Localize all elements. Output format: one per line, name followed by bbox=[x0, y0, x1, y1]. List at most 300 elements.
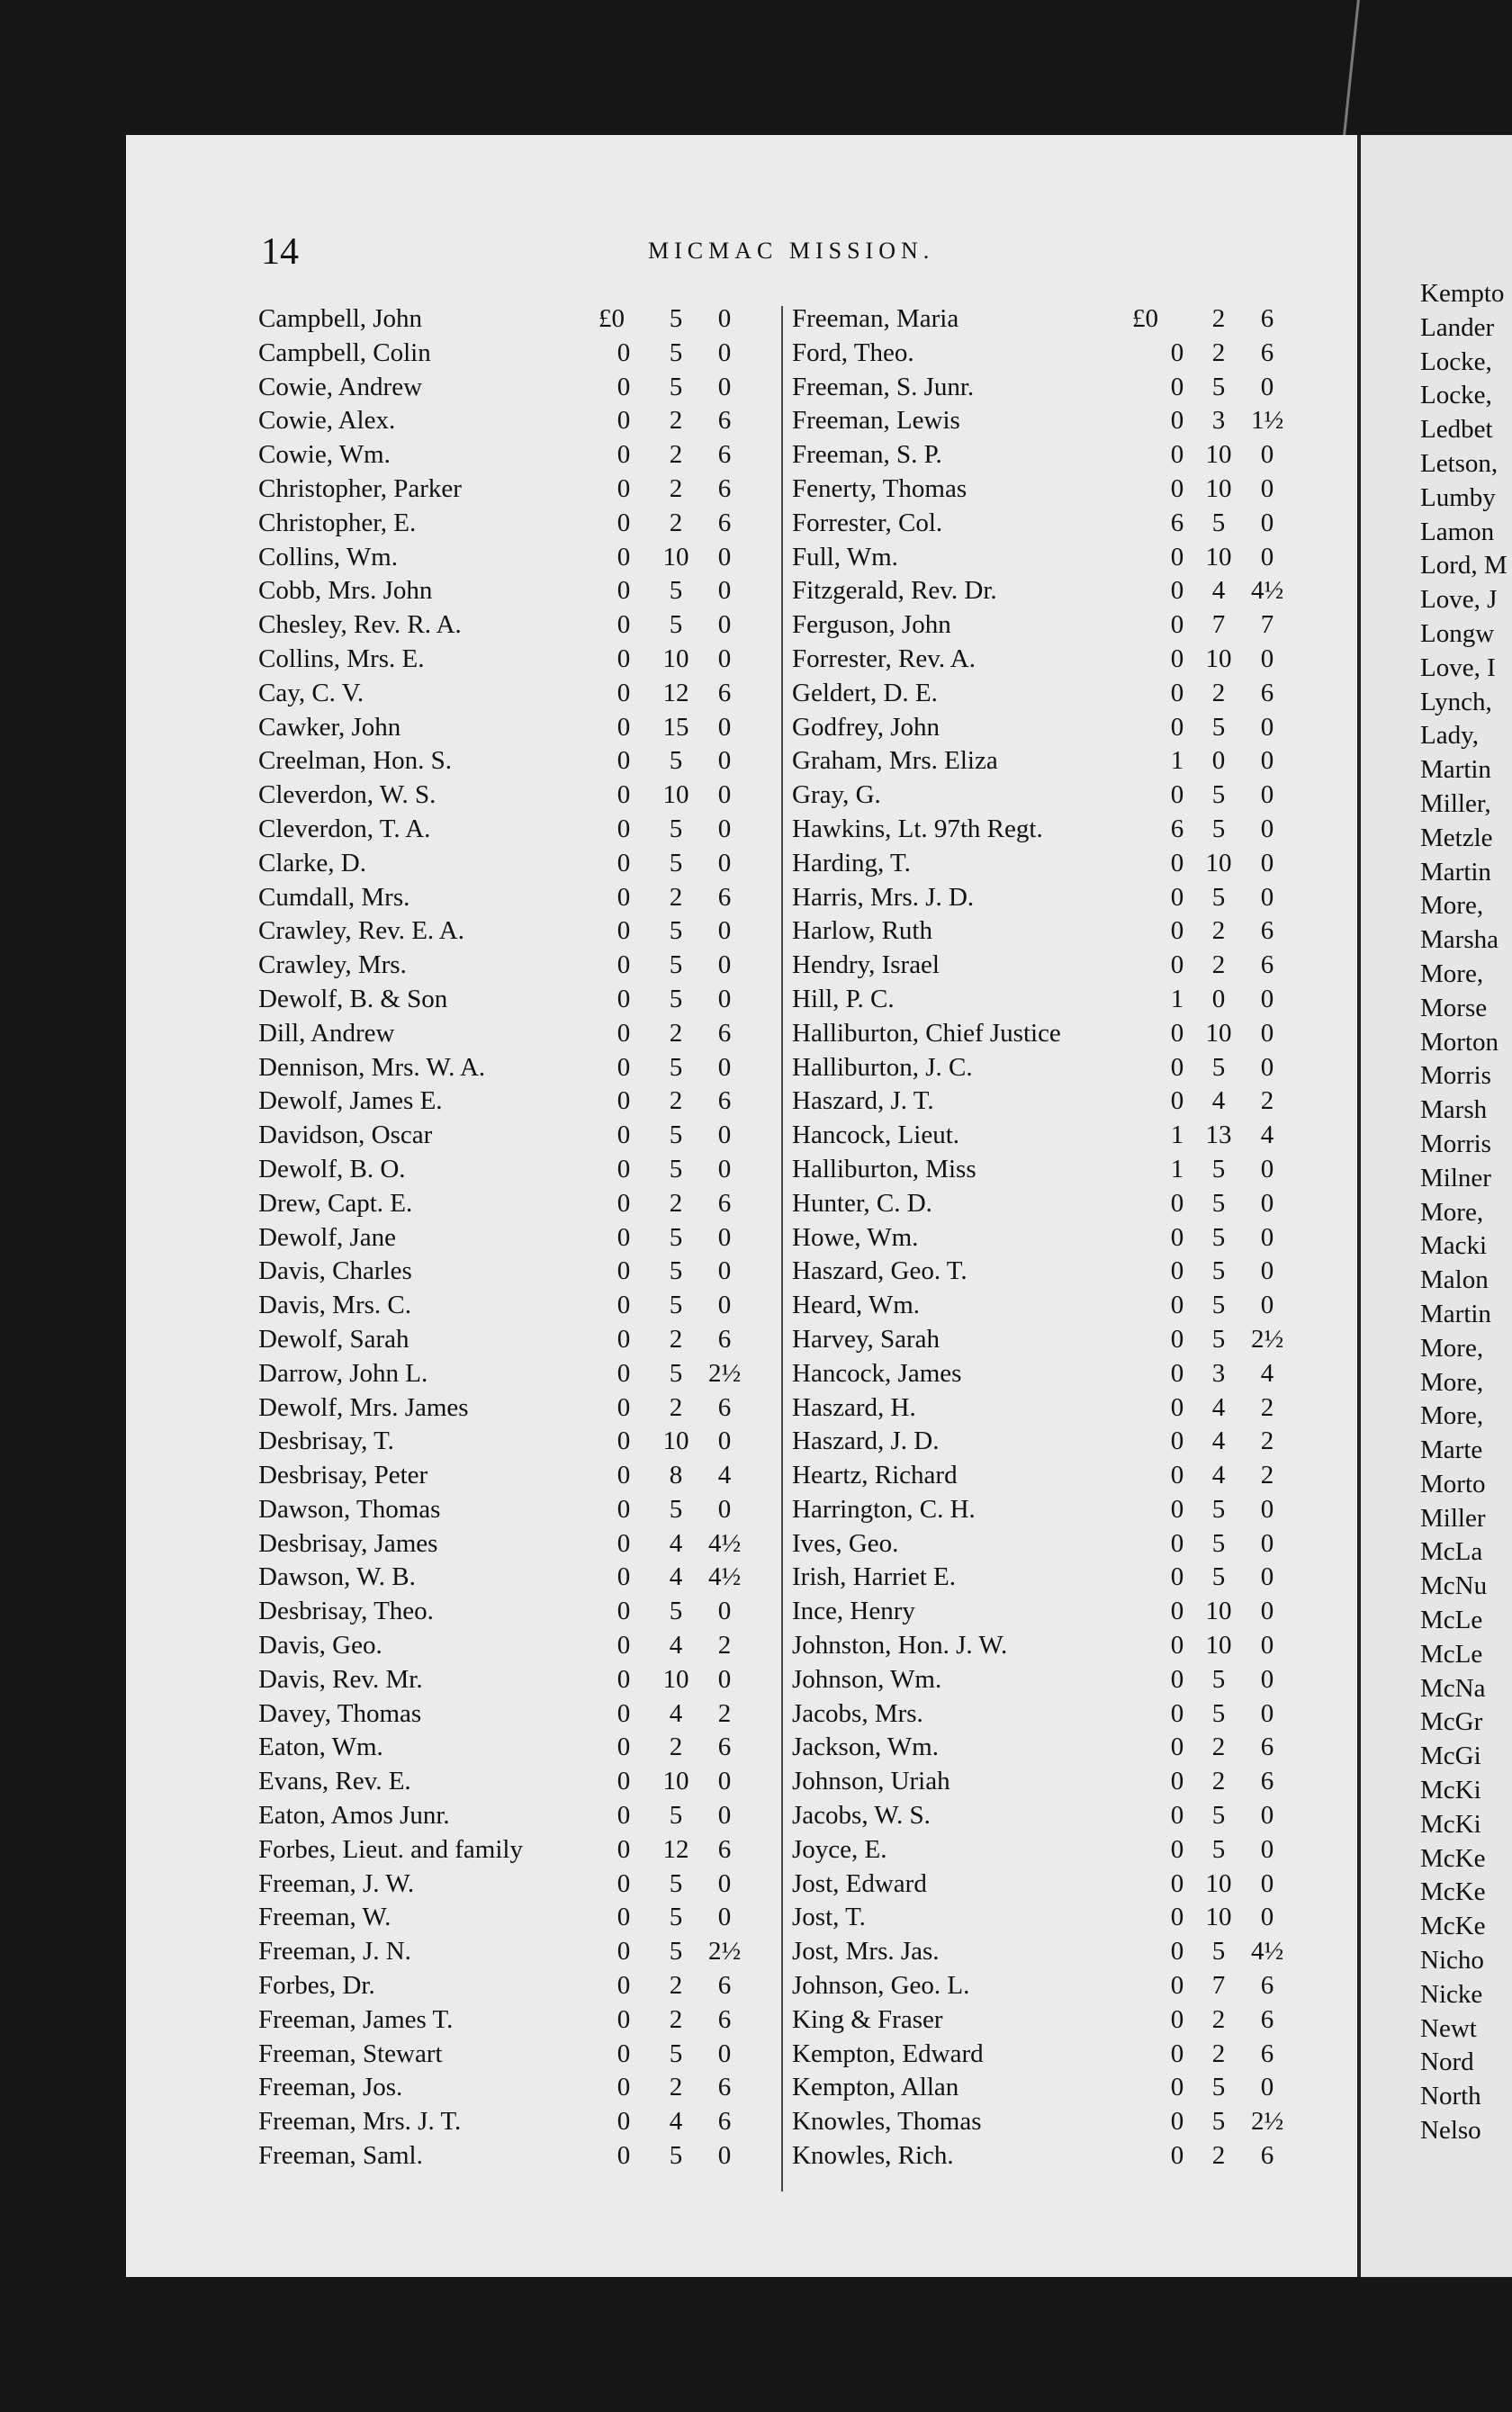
amount-pence: 0 bbox=[1260, 848, 1274, 878]
amount-shillings: 5 bbox=[1211, 1664, 1226, 1694]
list-item bbox=[1420, 518, 1512, 552]
amount-pence: 0 bbox=[1260, 1562, 1274, 1592]
amount-shillings: 5 bbox=[669, 1801, 683, 1831]
amount-pounds: 0 bbox=[1170, 1222, 1184, 1252]
list-item bbox=[1420, 1095, 1512, 1130]
amount-shillings: 5 bbox=[1211, 1324, 1226, 1354]
subscriber-name: Ford, Theo. bbox=[792, 338, 914, 367]
amount-pence: 0 bbox=[717, 1222, 732, 1252]
amount-pence: 1½ bbox=[1251, 406, 1284, 436]
amount-shillings: 7 bbox=[1211, 1971, 1226, 2001]
subscriber-name-fragment: Morto bbox=[1420, 1469, 1486, 1498]
amount-pence: 0 bbox=[717, 1903, 732, 1932]
subscriber-name: Cobb, Mrs. John bbox=[258, 576, 433, 606]
amount-pounds: 0 bbox=[616, 814, 631, 843]
list-item bbox=[1420, 1231, 1512, 1265]
subscriber-name: Haszard, Geo. T. bbox=[792, 1256, 968, 1286]
list-item bbox=[258, 1665, 762, 1699]
subscriber-name-fragment: More, bbox=[1420, 1333, 1484, 1363]
subscriber-name: Forrester, Col. bbox=[792, 508, 943, 537]
subscriber-name: Freeman, Lewis bbox=[792, 406, 960, 436]
amount-pence: 6 bbox=[1260, 2004, 1274, 2034]
amount-pounds: 0 bbox=[616, 848, 631, 878]
amount-shillings: 5 bbox=[1211, 1291, 1226, 1320]
list-item bbox=[1420, 1776, 1512, 1810]
subscriber-name: Cleverdon, T. A. bbox=[258, 814, 431, 843]
amount-shillings: 5 bbox=[669, 1597, 683, 1626]
amount-shillings: 2 bbox=[669, 508, 683, 537]
amount-shillings: 10 bbox=[662, 542, 689, 572]
amount-pence: 0 bbox=[1260, 780, 1274, 810]
list-item bbox=[792, 780, 1287, 814]
list-item bbox=[258, 1019, 762, 1053]
subscriber-name-fragment: Marte bbox=[1420, 1436, 1483, 1465]
amount-pence: 0 bbox=[1260, 1494, 1274, 1524]
subscriber-name: Freeman, Stewart bbox=[258, 2038, 443, 2068]
list-item bbox=[792, 2039, 1287, 2074]
amount-pence: 4 bbox=[1260, 1120, 1274, 1150]
list-item bbox=[1420, 1436, 1512, 1470]
subscriber-name: Knowles, Rich. bbox=[792, 2141, 954, 2171]
subscriber-name: Dewolf, B. & Son bbox=[258, 984, 448, 1013]
amount-pence: 2 bbox=[1260, 1461, 1274, 1490]
amount-pence: 0 bbox=[1260, 1222, 1274, 1252]
amount-shillings: 5 bbox=[669, 372, 683, 401]
amount-shillings: 2 bbox=[669, 1018, 683, 1048]
subscriber-name: Heard, Wm. bbox=[792, 1291, 920, 1320]
amount-pence: 0 bbox=[717, 372, 732, 401]
subscriber-name: Jacobs, Mrs. bbox=[792, 1698, 923, 1728]
subscriber-name: Johnson, Wm. bbox=[792, 1664, 942, 1694]
subscriber-name-fragment: Locke, bbox=[1420, 381, 1492, 410]
list-item bbox=[1420, 2116, 1512, 2150]
subscriber-name: King & Fraser bbox=[792, 2004, 943, 2034]
list-item bbox=[1420, 1606, 1512, 1640]
amount-pounds: 0 bbox=[1170, 338, 1184, 367]
subscriber-name: Dewolf, Mrs. James bbox=[258, 1392, 469, 1422]
amount-shillings: 2 bbox=[1211, 2004, 1226, 2034]
amount-shillings: 10 bbox=[1205, 1868, 1232, 1898]
amount-pence: 0 bbox=[717, 542, 732, 572]
amount-shillings: 4 bbox=[1211, 1086, 1226, 1116]
amount-shillings: 3 bbox=[1211, 1358, 1226, 1388]
list-item bbox=[258, 849, 762, 883]
amount-pounds: 0 bbox=[1170, 848, 1184, 878]
subscriber-name: Dawson, Thomas bbox=[258, 1494, 441, 1524]
subscriber-name: Freeman, Maria bbox=[792, 304, 959, 333]
amount-pence: 0 bbox=[1260, 1597, 1274, 1626]
page-fold-shadow bbox=[1343, 0, 1360, 135]
amount-pence: 0 bbox=[1260, 1903, 1274, 1932]
amount-shillings: 0 bbox=[1211, 746, 1226, 776]
amount-shillings: 2 bbox=[1211, 916, 1226, 946]
subscriber-name: Hancock, James bbox=[792, 1358, 962, 1388]
amount-pounds: 0 bbox=[1170, 1698, 1184, 1728]
amount-pounds: 0 bbox=[616, 780, 631, 810]
amount-shillings: 5 bbox=[1211, 1052, 1226, 1082]
subscriber-name-fragment: McKe bbox=[1420, 1843, 1486, 1873]
amount-pounds: 0 bbox=[616, 644, 631, 673]
subscriber-name: Freeman, Jos. bbox=[258, 2073, 403, 2102]
amount-pence: 6 bbox=[1260, 1767, 1274, 1796]
subscriber-name: Haszard, J. D. bbox=[792, 1426, 940, 1456]
amount-pounds: 0 bbox=[616, 440, 631, 470]
amount-pence: 0 bbox=[717, 2141, 732, 2171]
list-item bbox=[792, 1291, 1287, 1325]
amount-pence: 6 bbox=[717, 1324, 732, 1354]
list-item bbox=[1420, 1504, 1512, 1538]
subscriber-name: Dawson, W. B. bbox=[258, 1562, 416, 1592]
amount-pounds: 0 bbox=[1170, 2073, 1184, 2102]
subscriber-name: Darrow, John L. bbox=[258, 1358, 428, 1388]
subscriber-name-fragment: Martin bbox=[1420, 755, 1491, 785]
amount-pounds: 1 bbox=[1170, 1120, 1184, 1150]
amount-pounds: 0 bbox=[616, 746, 631, 776]
subscriber-name-fragment: Nicke bbox=[1420, 1979, 1483, 2009]
amount-shillings: 2 bbox=[669, 406, 683, 436]
amount-pounds: 0 bbox=[616, 1971, 631, 2001]
amount-pence: 0 bbox=[1260, 746, 1274, 776]
amount-pence: 0 bbox=[1260, 1801, 1274, 1831]
amount-pounds: 0 bbox=[616, 1120, 631, 1150]
amount-pence: 6 bbox=[717, 1732, 732, 1762]
subscriber-name: Dewolf, James E. bbox=[258, 1086, 443, 1116]
amount-pence: 0 bbox=[717, 1767, 732, 1796]
list-item bbox=[258, 1495, 762, 1529]
amount-shillings: 5 bbox=[669, 610, 683, 640]
subscriber-name-fragment: Lamon bbox=[1420, 517, 1495, 546]
amount-shillings: 10 bbox=[1205, 1903, 1232, 1932]
subscriber-name: Hunter, C. D. bbox=[792, 1188, 932, 1218]
amount-pounds: 0 bbox=[1170, 440, 1184, 470]
amount-pence: 0 bbox=[717, 576, 732, 606]
list-item bbox=[258, 338, 762, 373]
amount-pence: 6 bbox=[717, 2004, 732, 2034]
list-item bbox=[792, 1155, 1287, 1189]
list-item bbox=[258, 1393, 762, 1427]
subscriber-name-fragment: More, bbox=[1420, 891, 1484, 921]
amount-pounds: 0 bbox=[1170, 1834, 1184, 1864]
amount-shillings: 5 bbox=[1211, 1154, 1226, 1184]
subscriber-name-fragment: McKi bbox=[1420, 1776, 1481, 1805]
list-item bbox=[1420, 891, 1512, 925]
list-item bbox=[1420, 381, 1512, 415]
subscriber-name: Freeman, W. bbox=[258, 1903, 392, 1932]
amount-pounds: 0 bbox=[1170, 1052, 1184, 1082]
subscriber-list-left bbox=[258, 304, 762, 2175]
subscriber-name-fragment: Love, J bbox=[1420, 585, 1498, 615]
amount-shillings: 2 bbox=[669, 473, 683, 503]
amount-pounds: 0 bbox=[616, 1324, 631, 1354]
amount-pounds: 0 bbox=[616, 1767, 631, 1796]
subscriber-name: Dewolf, Jane bbox=[258, 1222, 397, 1252]
amount-pounds: 0 bbox=[616, 678, 631, 707]
subscriber-name-fragment: Ledbet bbox=[1420, 415, 1493, 445]
amount-pence: 0 bbox=[1260, 1664, 1274, 1694]
list-item bbox=[792, 338, 1287, 373]
subscriber-name: Graham, Mrs. Eliza bbox=[792, 746, 998, 776]
list-item bbox=[258, 713, 762, 747]
list-item bbox=[1420, 1300, 1512, 1334]
subscriber-name: Cay, C. V. bbox=[258, 678, 364, 707]
amount-pence: 0 bbox=[1260, 1528, 1274, 1558]
subscriber-name: Harding, T. bbox=[792, 848, 911, 878]
list-item bbox=[792, 883, 1287, 917]
subscriber-name: Chesley, Rev. R. A. bbox=[258, 610, 462, 640]
list-item bbox=[792, 440, 1287, 474]
amount-pounds: 0 bbox=[1170, 1903, 1184, 1932]
amount-pounds: 0 bbox=[616, 610, 631, 640]
amount-pence: 2½ bbox=[1251, 2107, 1284, 2137]
amount-pounds: 0 bbox=[1170, 1732, 1184, 1762]
list-item bbox=[258, 1155, 762, 1189]
subscriber-name-fragment: More, bbox=[1420, 1367, 1484, 1397]
amount-shillings: 5 bbox=[669, 1868, 683, 1898]
amount-pence: 0 bbox=[1260, 882, 1274, 912]
amount-pence: 0 bbox=[1260, 2073, 1274, 2102]
amount-shillings: 10 bbox=[1205, 848, 1232, 878]
list-item bbox=[1420, 1368, 1512, 1402]
amount-shillings: 2 bbox=[1211, 2141, 1226, 2171]
amount-pence: 2 bbox=[717, 1698, 732, 1728]
amount-shillings: 10 bbox=[1205, 542, 1232, 572]
list-item bbox=[258, 2073, 762, 2107]
list-item bbox=[1420, 1537, 1512, 1571]
amount-shillings: 10 bbox=[1205, 1018, 1232, 1048]
subscriber-name: Davidson, Oscar bbox=[258, 1120, 433, 1150]
subscriber-name: Desbrisay, T. bbox=[258, 1426, 394, 1456]
amount-pence: 6 bbox=[717, 678, 732, 707]
amount-pence: 0 bbox=[1260, 473, 1274, 503]
subscriber-name: Gray, G. bbox=[792, 780, 881, 810]
list-item bbox=[258, 1189, 762, 1223]
amount-shillings: 5 bbox=[669, 1291, 683, 1320]
amount-pounds: 0 bbox=[1170, 1868, 1184, 1898]
amount-shillings: 5 bbox=[1211, 1528, 1226, 1558]
amount-shillings: 5 bbox=[669, 2038, 683, 2068]
amount-pounds: 6 bbox=[1170, 814, 1184, 843]
subscriber-name-fragment: Newt bbox=[1420, 2013, 1477, 2043]
list-item bbox=[258, 1835, 762, 1869]
amount-pounds: 0 bbox=[616, 712, 631, 742]
amount-shillings: 2 bbox=[1211, 304, 1226, 333]
subscriber-name: Halliburton, Miss bbox=[792, 1154, 976, 1184]
amount-shillings: 5 bbox=[669, 1937, 683, 1966]
amount-pence: 0 bbox=[717, 1291, 732, 1320]
amount-shillings: 5 bbox=[1211, 2073, 1226, 2102]
list-item bbox=[258, 1256, 762, 1291]
amount-pence: 2½ bbox=[708, 1358, 742, 1388]
list-item bbox=[1420, 858, 1512, 892]
list-item bbox=[258, 1699, 762, 1733]
amount-pounds: 0 bbox=[1170, 406, 1184, 436]
amount-pounds: 0 bbox=[1170, 2004, 1184, 2034]
amount-pence: 0 bbox=[717, 304, 732, 333]
list-item bbox=[258, 950, 762, 985]
amount-pounds: 0 bbox=[1170, 1324, 1184, 1354]
amount-pounds: 0 bbox=[1170, 712, 1184, 742]
amount-shillings: 5 bbox=[1211, 1188, 1226, 1218]
subscriber-name-fragment: Malon bbox=[1420, 1265, 1489, 1295]
amount-shillings: 5 bbox=[1211, 508, 1226, 537]
list-item bbox=[1420, 551, 1512, 585]
amount-shillings: 2 bbox=[669, 1392, 683, 1422]
subscriber-name-fragment: Milner bbox=[1420, 1163, 1491, 1192]
amount-shillings: 4 bbox=[669, 1562, 683, 1592]
amount-pounds: 0 bbox=[616, 2141, 631, 2171]
amount-shillings: 15 bbox=[662, 712, 689, 742]
subscriber-list-right-fragment bbox=[1420, 279, 1512, 2150]
amount-pence: 6 bbox=[717, 1834, 732, 1864]
amount-pounds: 0 bbox=[616, 984, 631, 1013]
amount-pounds: 0 bbox=[1170, 1971, 1184, 2001]
subscriber-name: Johnson, Geo. L. bbox=[792, 1971, 970, 2001]
amount-shillings: 10 bbox=[1205, 1597, 1232, 1626]
amount-pence: 0 bbox=[717, 1426, 732, 1456]
list-item bbox=[258, 1325, 762, 1359]
amount-shillings: 10 bbox=[662, 1426, 689, 1456]
subscriber-name-fragment: Morse bbox=[1420, 993, 1488, 1022]
list-item bbox=[792, 1562, 1287, 1597]
amount-pence: 0 bbox=[717, 610, 732, 640]
list-item bbox=[1420, 1265, 1512, 1300]
amount-pence: 0 bbox=[717, 1154, 732, 1184]
subscriber-name-fragment: Nelso bbox=[1420, 2116, 1481, 2146]
amount-shillings: 5 bbox=[1211, 1937, 1226, 1966]
amount-shillings: 2 bbox=[669, 2073, 683, 2102]
subscriber-name: Hancock, Lieut. bbox=[792, 1120, 960, 1150]
amount-pence: 2½ bbox=[708, 1937, 742, 1966]
amount-pence: 6 bbox=[1260, 338, 1274, 367]
list-item bbox=[1420, 1061, 1512, 1095]
amount-pounds: 0 bbox=[616, 1528, 631, 1558]
amount-pence: 0 bbox=[717, 2038, 732, 2068]
list-item bbox=[258, 508, 762, 543]
amount-pounds: 0 bbox=[616, 1562, 631, 1592]
subscriber-name-fragment: Marsh bbox=[1420, 1095, 1488, 1125]
amount-pence: 0 bbox=[717, 338, 732, 367]
list-item bbox=[792, 814, 1287, 849]
subscriber-name-fragment: Locke, bbox=[1420, 346, 1492, 376]
subscriber-name: Eaton, Amos Junr. bbox=[258, 1801, 450, 1831]
subscriber-name: Forrester, Rev. A. bbox=[792, 644, 976, 673]
list-item bbox=[1420, 1571, 1512, 1606]
subscriber-name-fragment: Lander bbox=[1420, 312, 1495, 342]
amount-pence: 6 bbox=[717, 2107, 732, 2137]
amount-pounds: 0 bbox=[616, 1903, 631, 1932]
list-item bbox=[792, 1426, 1287, 1461]
subscriber-name: Cleverdon, W. S. bbox=[258, 780, 436, 810]
amount-pounds: 0 bbox=[1170, 1528, 1184, 1558]
amount-pounds: 0 bbox=[616, 372, 631, 401]
subscriber-name: Davis, Geo. bbox=[258, 1631, 382, 1660]
subscriber-name: Fenerty, Thomas bbox=[792, 473, 968, 503]
list-item bbox=[792, 1529, 1287, 1563]
list-item bbox=[258, 1869, 762, 1904]
list-item bbox=[792, 1325, 1287, 1359]
amount-shillings: 2 bbox=[1211, 2038, 1226, 2068]
list-item bbox=[258, 883, 762, 917]
amount-shillings: 5 bbox=[669, 1120, 683, 1150]
list-item bbox=[792, 508, 1287, 543]
list-item bbox=[258, 1767, 762, 1801]
amount-pence: 0 bbox=[717, 984, 732, 1013]
subscriber-name: Christopher, E. bbox=[258, 508, 417, 537]
subscriber-name: Jackson, Wm. bbox=[792, 1732, 939, 1762]
list-item bbox=[792, 1086, 1287, 1120]
amount-shillings: 4 bbox=[669, 1528, 683, 1558]
page-header bbox=[0, 230, 1512, 273]
list-item bbox=[792, 2141, 1287, 2175]
amount-shillings: 5 bbox=[669, 1494, 683, 1524]
subscriber-name: Freeman, S. P. bbox=[792, 440, 942, 470]
list-item bbox=[258, 2107, 762, 2141]
amount-pence: 6 bbox=[717, 406, 732, 436]
list-item bbox=[1420, 925, 1512, 959]
amount-shillings: 4 bbox=[669, 1631, 683, 1660]
amount-pence: 0 bbox=[1260, 508, 1274, 537]
amount-pence: 0 bbox=[1260, 984, 1274, 1013]
amount-pence: 4½ bbox=[708, 1562, 742, 1592]
amount-pence: 0 bbox=[717, 1801, 732, 1831]
list-item bbox=[1420, 1912, 1512, 1946]
amount-shillings: 2 bbox=[1211, 1767, 1226, 1796]
list-item bbox=[792, 916, 1287, 950]
subscriber-name-fragment: Nicho bbox=[1420, 1946, 1484, 1976]
amount-pounds: 1 bbox=[1170, 1154, 1184, 1184]
amount-pence: 0 bbox=[1260, 1834, 1274, 1864]
list-item bbox=[792, 746, 1287, 780]
list-item bbox=[258, 1223, 762, 1257]
list-item bbox=[792, 373, 1287, 407]
amount-pence: 6 bbox=[1260, 678, 1274, 707]
amount-shillings: 5 bbox=[1211, 780, 1226, 810]
amount-pounds: 0 bbox=[616, 2004, 631, 2034]
amount-pounds: 0 bbox=[1170, 1937, 1184, 1966]
amount-pence: 0 bbox=[717, 1052, 732, 1082]
subscriber-name: Forbes, Dr. bbox=[258, 1971, 375, 2001]
amount-shillings: 2 bbox=[1211, 950, 1226, 980]
list-item bbox=[792, 1699, 1287, 1733]
amount-pounds: 0 bbox=[1170, 1188, 1184, 1218]
list-item bbox=[258, 746, 762, 780]
amount-shillings: 5 bbox=[1211, 814, 1226, 843]
subscriber-name: Desbrisay, James bbox=[258, 1528, 438, 1558]
list-item bbox=[792, 985, 1287, 1019]
amount-pence: 0 bbox=[1260, 542, 1274, 572]
amount-pence: 6 bbox=[717, 508, 732, 537]
subscriber-name: Christopher, Parker bbox=[258, 473, 462, 503]
list-item bbox=[1420, 789, 1512, 824]
list-item bbox=[258, 1732, 762, 1767]
amount-pence: 0 bbox=[1260, 1291, 1274, 1320]
subscriber-name: Full, Wm. bbox=[792, 542, 898, 572]
subscriber-name: Cawker, John bbox=[258, 712, 401, 742]
list-item bbox=[792, 1631, 1287, 1665]
subscriber-name: Fitzgerald, Rev. Dr. bbox=[792, 576, 997, 606]
amount-pence: 0 bbox=[717, 1868, 732, 1898]
amount-pence: 6 bbox=[717, 440, 732, 470]
subscriber-name: Freeman, J. N. bbox=[258, 1937, 411, 1966]
amount-shillings: 4 bbox=[669, 1698, 683, 1728]
amount-shillings: 2 bbox=[669, 440, 683, 470]
amount-pence: 0 bbox=[1260, 1868, 1274, 1898]
list-item bbox=[1420, 279, 1512, 313]
amount-pounds: 0 bbox=[1170, 780, 1184, 810]
amount-pence: 4½ bbox=[1251, 576, 1284, 606]
amount-shillings: 10 bbox=[662, 1767, 689, 1796]
subscriber-name-fragment: McGi bbox=[1420, 1742, 1481, 1771]
